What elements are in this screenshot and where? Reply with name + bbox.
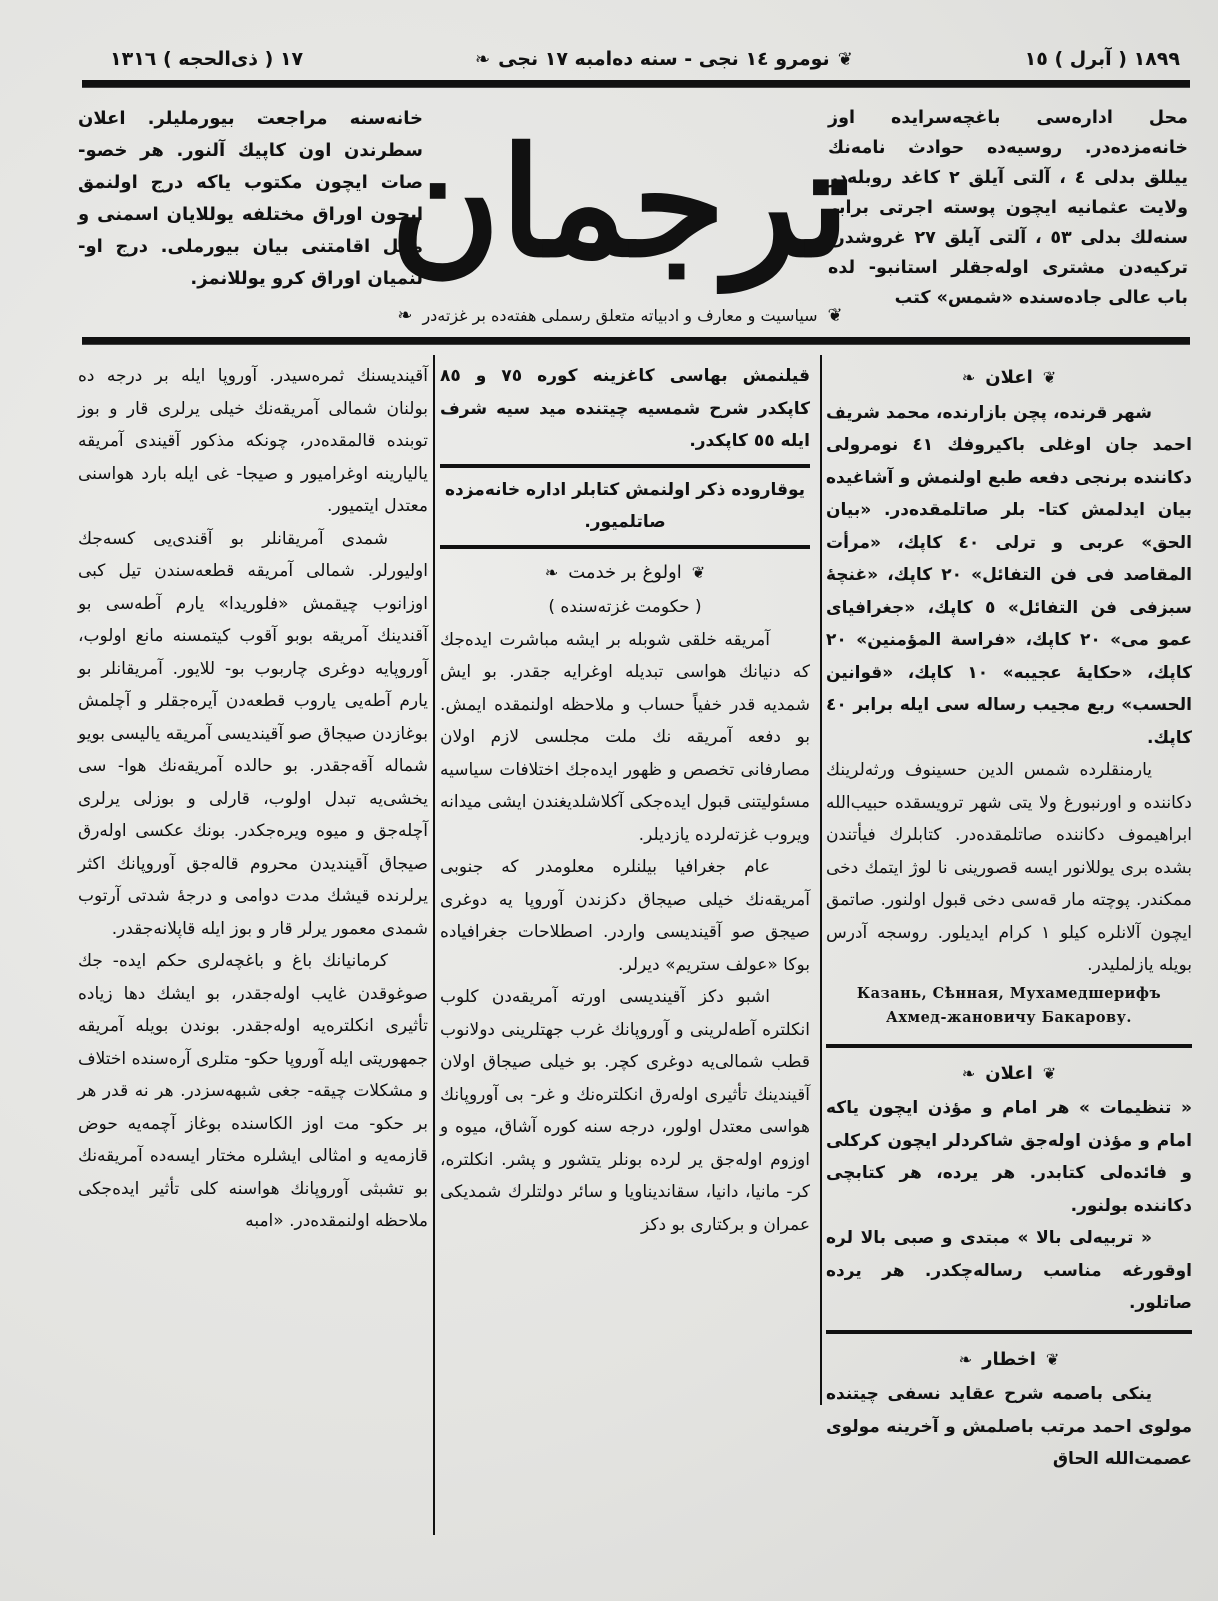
ad-heading-text: اعلان xyxy=(985,1062,1033,1084)
subtitle-text: سیاسیت و معارف و ادبیاته متعلق رسملی هفته‌ده بر غزته‌در xyxy=(422,305,818,325)
article-paragraph: اشبو دکز آقیندیسی اورته آمریقه‌دن کلوب انکلتره آطه‌لرینی و آوروپانك غرب جهتلرینی دولانوب قطب شمالی‌یه دوغری کچر. بو خیلی صیجاق اولان آقیندینك تأثیری اوله‌رق انکلتره‌نك و غر- بی آوروپانك هواسی معتدل اولور، درجه سنه کوره آشاق، میوه و اوزوم اوله‌جق یر لرده بونلر یتشور و پشر. انکلتره، کر- مانیا، دانیا، سقاندیناویا و سائر دولتلرك شمدیکی عمران و برکتاری بو دکز xyxy=(440,987,810,1235)
ad-body: شهر قرنده، پچن بازارنده، محمد شریف احمد جان اوغلی باکیروفك ٤١ نومرولی دکاننده برنجی دفعه طبع اولنمش و آشاغیده بیان ایدلمش کتا- بلر صاتلمقده‌در. «بیان الحق» عربی و ترلی ٤٠ کاپك، «مرأت المقاصد فی فن التفائل» ٢٠ کاپك، «غنچهٔ سبزفی فن التفائل» ٥ کاپك، «جغرافیای عمو می» ٢٠ کاپك، «فراسة المؤمنین» ٢٠ کاپك، «حکایهٔ عجیبه» ١٠ کاپك، «قوانین الحسب» ربع مجیب رساله سی ایله برابر ٤٠ کاپك. xyxy=(826,402,1193,748)
ornament-icon: ❧ xyxy=(544,562,559,582)
masthead-rule xyxy=(82,337,1190,344)
article-paragraph: آقیندیسنك ثمره‌سیدر. آوروپا ایله بر درجه ده بولنان شمالی آمریقه‌نك خیلی یرلری قار و بوز توبنده قالمقده‌در، چونکه مذکور آقیندی آمریقه یالیارینه اوغرامیور و صیجا- غی ایله بارد هواسنی معتدل ایتمیور. xyxy=(78,366,428,516)
article-paragraph: آمریقه خلقی شوبله بر ایشه مباشرت ایده‌جك که دنیانك هواسی تبدیله اوغرایه جقدر. بو ایش شمدیه قدر خفیاً حساب و ملاحظه اولنمقده ایمش. بو دفعه آمریقه نك ملت مجلسی لازم اولان مصارفانی تخصص و ظهور ایده‌جك اختلافات سیاسیه مسئولیتنی قبول ایده‌جکی آکلاشلدیغندن ایشی میدانه ویروب غزته‌لرده یازدیلر. xyxy=(440,629,810,845)
notice-body: ینکی باصمه شرح عقاید نسفی چیتنده مولوی احمد مرتب باصلمش و آخرینه مولوی عصمت‌الله الحاق xyxy=(826,1384,1192,1469)
ad-heading xyxy=(826,1058,1192,1091)
masthead-subtitle xyxy=(340,300,900,330)
top-rule xyxy=(82,80,1190,87)
ad-divider xyxy=(826,1330,1192,1334)
ad-body: « تنظیمات » هر امام و مؤذن ایچون یاکه امام و مؤذن اوله‌جق شاکردلر ایچون کرکلی و فائده‌لی کتابدر. هر یرده، هر کتابچی دکاننده بولنور. xyxy=(826,1098,1192,1216)
ornament-icon: ❦ xyxy=(1045,1349,1060,1369)
right-column xyxy=(826,360,1192,1476)
article-paragraph: شمدی آمریقانلر بو آقندی‌یی کسه‌جك اولیورلر. شمالی آمریقه قطعه‌سندن تیل کبی اوزانوب چیقمش «فلوریدا» یارم آطه‌سی بو آقندینك آمریقه بوبو آقوب کیتمسنه مانع اولوب، آوروپایه دوغری چاربوب بو- للایور. آمریقانلر بو یارم آطه‌یی یاروب قطعه‌دن آیره‌جقلر و آچلمش بوغازدن صیجاق صو آقیندیسی آمریقه یالیسی بویو شماله آقه‌جقدر. بو حالده آمریقه‌نك هوا- سی یخشی‌یه تبدل اولوب، قارلی و بوزلی یرلری آچله‌جق و میوه ویره‌جکدر. بونك عکسی اوله‌رق صیجاق آقیندیدن محروم قاله‌جق آوروپانك اکثر یرلرنده قیشك مدت دوامی و درجهٔ شدتی آرتوب شمدی معمور یرلر قار و بوز ایله قاپلانه‌جقدر. xyxy=(78,528,428,939)
masthead-logo: ترجمان xyxy=(390,115,850,291)
ornament-icon: ❦ xyxy=(691,562,706,582)
dateline-issue xyxy=(475,48,853,70)
ornament-icon: ❧ xyxy=(474,48,491,70)
ad-body-continued: یارمنقلرده شمس الدین حسینوف ورثه‌لرینك دکاننده و اورنبورغ ولا یتی شهر ترویسقده حبیب‌الله ابراهیموف دکاننده صاتلمقده‌در. کتابلرك فیأتندن بشده بری یوللانور ایسه قصورینی نا لوژ ایتمك دخی ممکندر. پوچته مار قه‌سی دخی قبول اولنور. صاتمق ایچون آلانلره کیلو ١ کرام ایدیلور. روسجه آدرس بویله یازلملیدر. xyxy=(826,760,1192,975)
dateline-issue-text: نومرو ١٤ نجی - سنه ده‌امبه ١٧ نجی xyxy=(498,48,830,70)
dateline-hijri: ١٧ ( ذی‌الحجه ) ١٣١٦ xyxy=(110,48,304,70)
ornament-icon: ❦ xyxy=(827,304,843,326)
article-source: ( حکومت غزته‌سنده ) xyxy=(548,597,702,617)
russian-address: Казань, Сѣнная, Мухамедшерифъ Ахмед-жановичу Бакарову. xyxy=(856,984,1162,1026)
ornament-icon: ❧ xyxy=(961,1063,976,1083)
subscription-info: محل اداره‌سی باغچه‌سرایده اوز خانه‌مزده‌در. روسیه‌ده حوادث نامه‌نك ییللق بدلی ٤ ، آلتی آیلق ٢ کاغد روبله‌در ولایت عثمانیه ایچون پوسته اجرتی برابر سنه‌لك بدلی ٥٣ ، آلتی آیلق ٢٧ غروشدر. ترکیه‌دن مشتری اوله‌جقلر استانبو- لده باب عالی جاده‌سنده «شمس» کتب xyxy=(828,108,1188,308)
dateline-gregorian: ١٨٩٩ ( آبرل ) ١٥ xyxy=(1024,48,1180,70)
article-title: اولوغ بر خدمت xyxy=(568,561,682,583)
notice-heading-text: اخطار xyxy=(982,1348,1036,1370)
ad-heading xyxy=(826,362,1192,395)
ornament-icon: ❦ xyxy=(837,48,853,70)
ornament-icon: ❦ xyxy=(1042,368,1057,387)
ad-divider xyxy=(826,1044,1192,1048)
books-note: یوقاروده ذکر اولنمش کتابلر اداره خانه‌مزده صاتلمیور. xyxy=(444,479,806,532)
section-divider xyxy=(440,545,810,549)
notice-heading xyxy=(826,1344,1192,1377)
ornament-icon: ❦ xyxy=(1042,1063,1057,1083)
price-note: قیلنمش بهاسی کاغزینه کوره ٧٥ و ٨٥ کاپکدر شرح شمسیه چیتنده مید سیه شرف ایله ٥٥ کاپکدر. xyxy=(440,366,810,451)
dateline xyxy=(110,42,1180,76)
ad-heading-text: اعلان xyxy=(985,367,1033,388)
article-paragraph: عام جغرافیا بیلنلره معلومدر که جنوبی آمریقه‌نك خیلی صیجاق دکزندن آوروپا یه دوغری صیجق صو آقیندیسی واردر. اصطلاحات جغرافیاده بوکا «عولف ستریم» دیرلر. xyxy=(440,857,810,975)
article-heading xyxy=(440,557,810,590)
correspondence-info: خانه‌سنه مراجعت بیورملیلر. اعلان سطرندن اون کاپیك آلنور. هر خصو- صات ایچون مکتوب یاکه درج اولنمق ایچون اوراق مختلفه یوللایان اسمنی و محل اقامتنی بیان بیورملی. درج او- لنمیان اوراق کرو یوللانمز. xyxy=(78,108,423,289)
ornament-icon: ❧ xyxy=(958,1349,973,1369)
article-paragraph: کرمانیانك باغ و باغچه‌لری حکم ایده- جك صوغوقدن غایب اوله‌جقدر، بو ایشك دها زیاده تأثیری انکلتره‌یه اوله‌جقدر. بوندن بویله آمریقه جمهوریتی ایله آوروپا حکو- متلری آره‌سنده اختلاف و مشکلات چیقه- جغی شبهه‌سزدر. هر نه قدر هر بر حکو- مت اوز الکاسنده بوغاز آچمه‌یه حوض قازمه‌یه و امثالی ایشلره مختار ایسه‌ده آمریقه‌نك بو تشبثی آوروپانك هواسنه کلی تأثیر ایده‌جکی ملاحظه اولنمقده‌در. «امبه xyxy=(78,951,428,1231)
column-divider xyxy=(820,355,822,1405)
section-divider xyxy=(440,464,810,468)
left-column xyxy=(78,360,428,1238)
masthead xyxy=(390,108,850,298)
ornament-icon: ❧ xyxy=(961,368,976,387)
ad-body-continued: « تربیه‌لی بالا » مبتدی و صبی بالا لره اوقورغه مناسب رساله‌چکدر. هر یرده صاتلور. xyxy=(826,1228,1192,1313)
column-divider xyxy=(433,355,435,1535)
ornament-icon: ❧ xyxy=(397,304,413,326)
middle-column xyxy=(440,360,810,1241)
